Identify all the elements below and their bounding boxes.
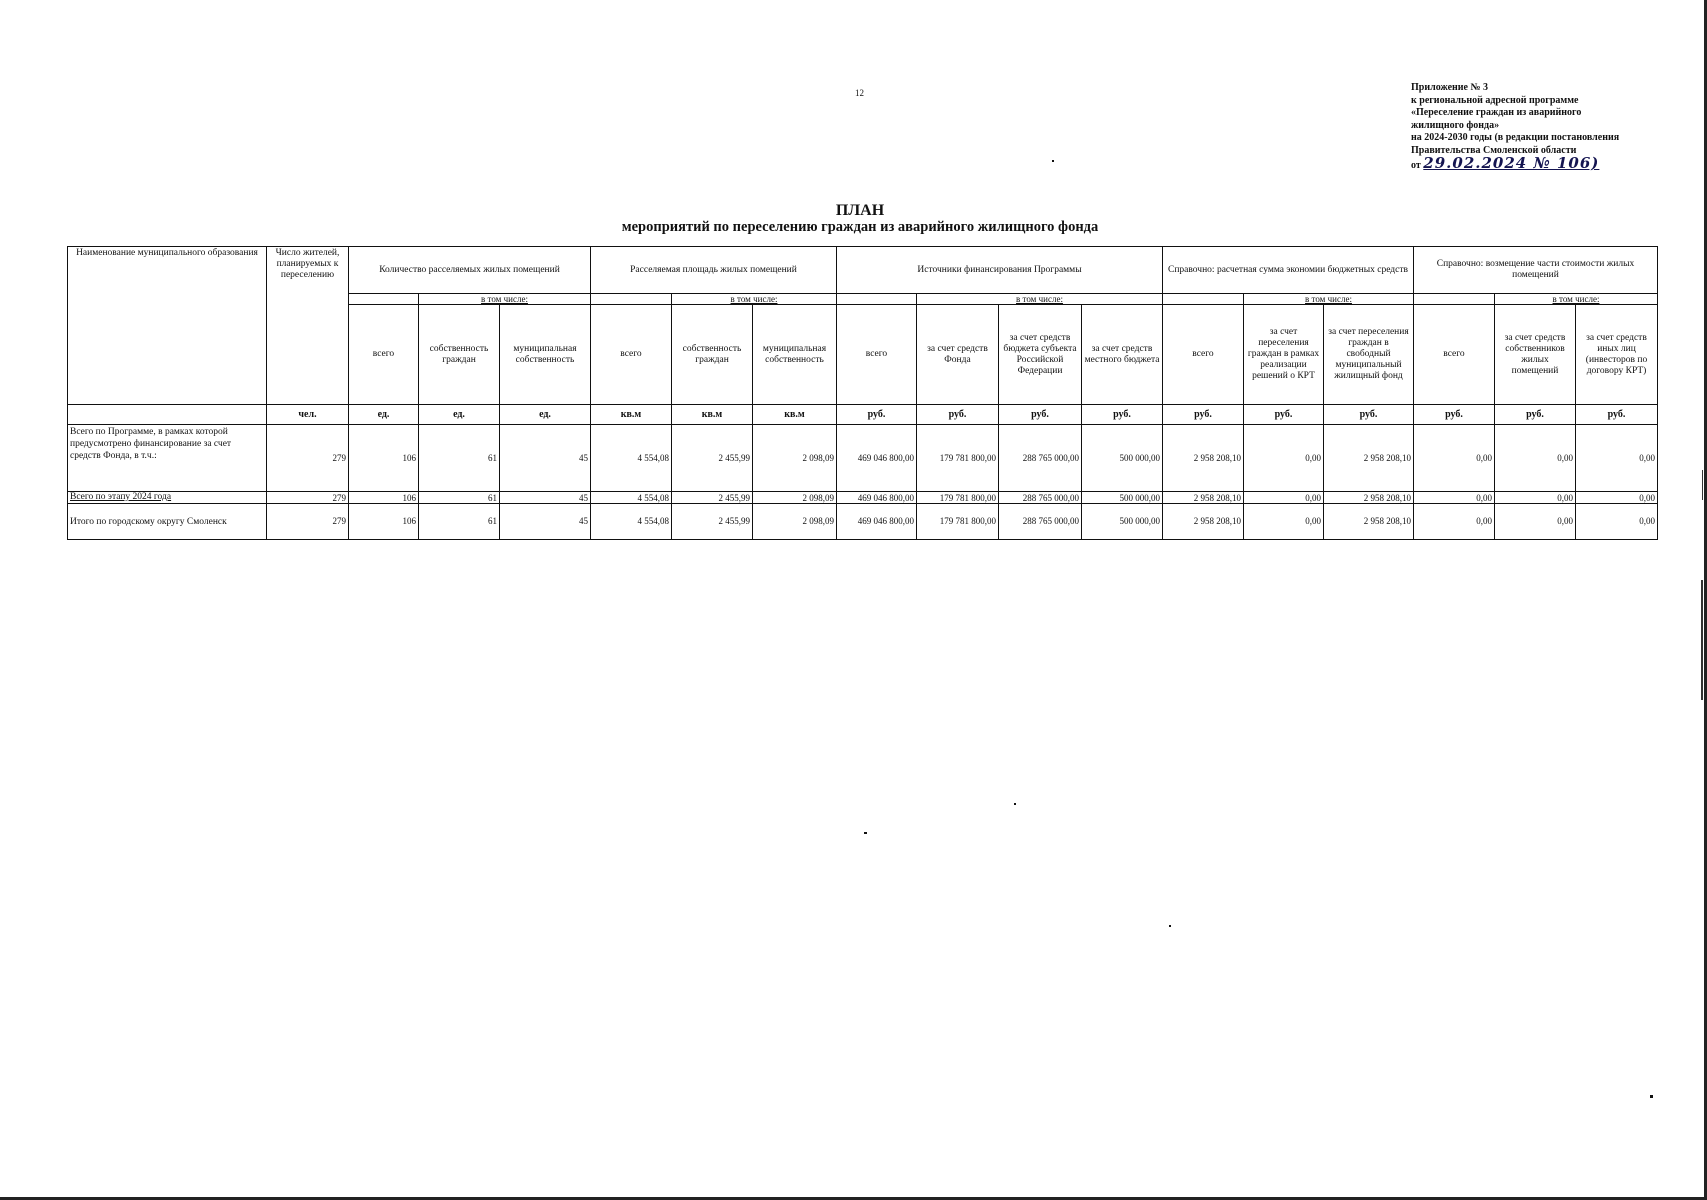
table-cell: 4 554,08 <box>591 425 672 492</box>
unit-cell-empty <box>68 405 267 425</box>
header-column: за счет переселения граждан в рамках реализации решений о КРТ <box>1244 305 1324 405</box>
unit-cell: ед. <box>419 405 500 425</box>
header-column: всего <box>837 305 917 405</box>
scan-edge-mark <box>1702 470 1703 500</box>
row-label: Всего по этапу 2024 года <box>68 492 267 504</box>
table-cell: 0,00 <box>1414 492 1495 504</box>
row-label: Итого по городскому округу Смоленск <box>68 504 267 540</box>
table-cell: 2 958 208,10 <box>1324 492 1414 504</box>
table-cell: 179 781 800,00 <box>917 425 999 492</box>
scan-speck <box>1052 160 1054 162</box>
header-group-premises-area: Расселяемая площадь жилых помещений <box>591 247 837 294</box>
table-cell: 0,00 <box>1414 504 1495 540</box>
table-cell: 469 046 800,00 <box>837 425 917 492</box>
table-cell: 2 958 208,10 <box>1163 504 1244 540</box>
appendix-line: Правительства Смоленской области <box>1411 144 1577 156</box>
header-column: за счет средств иных лиц (инвесторов по договору КРТ) <box>1576 305 1658 405</box>
unit-cell: чел. <box>267 405 349 425</box>
header-spacer <box>349 294 419 305</box>
table-cell: 500 000,00 <box>1082 492 1163 504</box>
document-title <box>0 203 1707 235</box>
header-in-that-number: в том числе: <box>672 294 837 305</box>
header-column: за счет средств Фонда <box>917 305 999 405</box>
header-group-premises-count: Количество расселяемых жилых помещений <box>349 247 591 294</box>
header-column: всего <box>349 305 419 405</box>
unit-cell: руб. <box>999 405 1082 425</box>
table-cell: 0,00 <box>1576 492 1658 504</box>
header-spacer <box>1163 294 1244 305</box>
header-column: за счет средств бюджета субъекта Российской Федерации <box>999 305 1082 405</box>
table-cell: 500 000,00 <box>1082 425 1163 492</box>
header-in-that-number: в том числе: <box>917 294 1163 305</box>
table-cell: 288 765 000,00 <box>999 492 1082 504</box>
appendix-line: к региональной адресной программе <box>1411 94 1579 106</box>
table-cell: 0,00 <box>1576 504 1658 540</box>
unit-cell: руб. <box>1244 405 1324 425</box>
table-cell: 45 <box>500 492 591 504</box>
unit-cell: руб. <box>917 405 999 425</box>
appendix-line: Приложение № 3 <box>1411 82 1489 93</box>
table-cell: 106 <box>349 492 419 504</box>
plan-table <box>67 246 1658 540</box>
unit-cell: руб. <box>1576 405 1658 425</box>
header-in-that-number: в том числе: <box>1244 294 1414 305</box>
table-row <box>68 504 1658 540</box>
unit-cell: кв.м <box>753 405 837 425</box>
title-main: ПЛАН <box>835 202 885 219</box>
unit-cell: ед. <box>500 405 591 425</box>
header-column: всего <box>1163 305 1244 405</box>
scan-speck <box>1169 925 1171 927</box>
header-column: за счет средств местного бюджета <box>1082 305 1163 405</box>
table-cell: 288 765 000,00 <box>999 425 1082 492</box>
table-cell: 2 098,09 <box>753 425 837 492</box>
unit-cell: руб. <box>1414 405 1495 425</box>
unit-cell: руб. <box>1324 405 1414 425</box>
appendix-line: жилищного фонда» <box>1411 119 1500 131</box>
table-cell: 0,00 <box>1244 504 1324 540</box>
header-spacer <box>837 294 917 305</box>
date-prefix: от <box>1411 160 1421 171</box>
table-cell: 0,00 <box>1244 425 1324 492</box>
table-cell: 279 <box>267 504 349 540</box>
table-cell: 0,00 <box>1576 425 1658 492</box>
table-cell: 2 455,99 <box>672 425 753 492</box>
table-cell: 0,00 <box>1495 425 1576 492</box>
table-cell: 106 <box>349 504 419 540</box>
table-cell: 61 <box>419 425 500 492</box>
header-residents: Число жителей, планируемых к переселению <box>267 247 349 405</box>
header-column: собственность граждан <box>419 305 500 405</box>
scan-speck <box>1014 803 1016 805</box>
row-label: Всего по Программе, в рамках которой предусмотрено финансирование за счет средств Фонда, в т.ч.: <box>68 425 267 492</box>
table-row <box>68 492 1658 504</box>
title-sub: мероприятий по переселению граждан из аварийного жилищного фонда <box>621 219 1099 235</box>
scan-edge-mark <box>1701 580 1703 700</box>
table-cell: 4 554,08 <box>591 504 672 540</box>
unit-cell: кв.м <box>672 405 753 425</box>
table-cell: 2 958 208,10 <box>1324 425 1414 492</box>
appendix-line: на 2024-2030 годы (в редакции постановления <box>1411 132 1620 143</box>
unit-cell: руб. <box>1495 405 1576 425</box>
header-in-that-number: в том числе: <box>1495 294 1658 305</box>
table-cell: 0,00 <box>1495 492 1576 504</box>
header-column: муниципальная собственность <box>753 305 837 405</box>
table-cell: 500 000,00 <box>1082 504 1163 540</box>
table-cell: 0,00 <box>1495 504 1576 540</box>
header-in-that-number: в том числе: <box>419 294 591 305</box>
header-group-budget-savings: Справочно: расчетная сумма экономии бюджетных средств <box>1163 247 1414 294</box>
table-cell: 279 <box>267 492 349 504</box>
table-cell: 469 046 800,00 <box>837 492 917 504</box>
table-cell: 2 958 208,10 <box>1324 504 1414 540</box>
table-cell: 179 781 800,00 <box>917 504 999 540</box>
handwritten-date: 29.02.2024 № 106) <box>1423 154 1600 172</box>
table-cell: 0,00 <box>1244 492 1324 504</box>
header-column: муниципальная собственность <box>500 305 591 405</box>
scan-speck <box>864 832 867 834</box>
header-column: за счет переселения граждан в свободный муниципальный жилищный фонд <box>1324 305 1414 405</box>
table-cell: 4 554,08 <box>591 492 672 504</box>
header-group-cost-compensation: Справочно: возмещение части стоимости жилых помещений <box>1414 247 1658 294</box>
header-column: собственность граждан <box>672 305 753 405</box>
header-municipality: Наименование муниципального образования <box>68 247 267 405</box>
unit-cell: кв.м <box>591 405 672 425</box>
table-cell: 2 098,09 <box>753 504 837 540</box>
appendix-date-line <box>1411 154 1671 173</box>
table-cell: 2 958 208,10 <box>1163 425 1244 492</box>
table-cell: 279 <box>267 425 349 492</box>
table-cell: 0,00 <box>1414 425 1495 492</box>
table-cell: 45 <box>500 425 591 492</box>
table-cell: 61 <box>419 492 500 504</box>
appendix-line: «Переселение граждан из аварийного <box>1411 107 1582 118</box>
unit-cell: ед. <box>349 405 419 425</box>
table-cell: 469 046 800,00 <box>837 504 917 540</box>
table-cell: 2 958 208,10 <box>1163 492 1244 504</box>
table-cell: 2 455,99 <box>672 504 753 540</box>
table-cell: 288 765 000,00 <box>999 504 1082 540</box>
table-cell: 61 <box>419 504 500 540</box>
table-cell: 106 <box>349 425 419 492</box>
header-column: всего <box>591 305 672 405</box>
table-cell: 2 098,09 <box>753 492 837 504</box>
page-number: 12 <box>855 88 864 98</box>
table-cell: 45 <box>500 504 591 540</box>
unit-cell: руб. <box>1163 405 1244 425</box>
table-cell: 179 781 800,00 <box>917 492 999 504</box>
header-spacer <box>1414 294 1495 305</box>
header-group-funding-sources: Источники финансирования Программы <box>837 247 1163 294</box>
header-column: за счет средств собственников жилых помещений <box>1495 305 1576 405</box>
table-row <box>68 425 1658 492</box>
scan-speck <box>1650 1095 1653 1098</box>
unit-cell: руб. <box>837 405 917 425</box>
header-spacer <box>591 294 672 305</box>
table-cell: 2 455,99 <box>672 492 753 504</box>
header-column: всего <box>1414 305 1495 405</box>
unit-cell: руб. <box>1082 405 1163 425</box>
appendix-block <box>1411 82 1671 173</box>
